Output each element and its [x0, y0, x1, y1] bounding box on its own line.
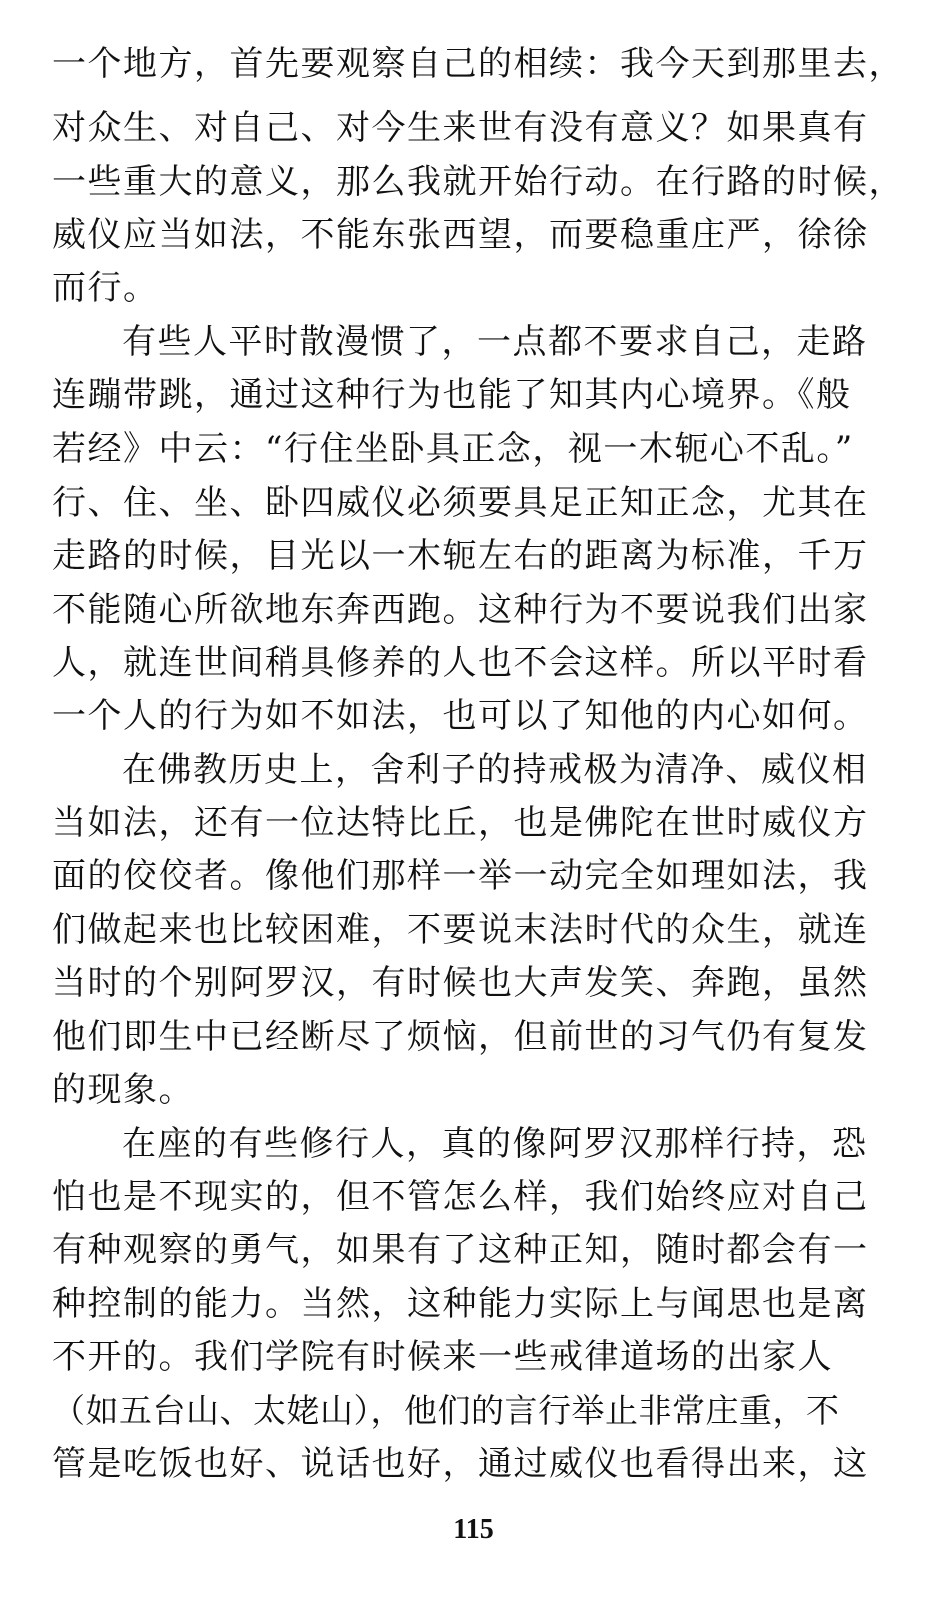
text-line-17: 们做起来也比较困难，不要说末法时代的众生，就连: [52, 910, 869, 950]
text-line-26: （如五台山、太姥山），他们的言行举止非常庄重，不: [52, 1391, 840, 1430]
text-line-18: 当时的个别阿罗汉，有时候也大声发笑、奔跑，虽然: [52, 963, 869, 1003]
text-line-11: 不能随心所欲地东奔西跑。这种行为不要说我们出家: [52, 590, 869, 630]
text-line-21: 在座的有些修行人，真的像阿罗汉那样行持，恐: [122, 1124, 868, 1164]
text-line-4: 威仪应当如法，不能东张西望，而要稳重庄严，徐徐: [52, 215, 869, 255]
text-line-8: 若经》中云：“行住坐卧具正念，视一木轭心不乱。”: [52, 429, 854, 469]
text-line-7: 连蹦带跳，通过这种行为也能了知其内心境界。《般: [52, 375, 852, 415]
text-line-20: 的现象。: [52, 1070, 194, 1110]
text-line-24: 种控制的能力。当然，这种能力实际上与闻思也是离: [52, 1284, 869, 1324]
text-line-22: 怕也是不现实的，但不管怎么样，我们始终应对自己: [52, 1177, 869, 1217]
text-line-27: 管是吃饭也好、说话也好，通过威仪也看得出来，这: [52, 1444, 869, 1484]
text-line-15: 当如法，还有一位达特比丘，也是佛陀在世时威仪方: [52, 803, 869, 843]
text-line-6: 有些人平时散漫惯了，一点都不要求自己，走路: [122, 322, 868, 362]
text-line-16: 面的佼佼者。像他们那样一举一动完全如理如法，我: [52, 856, 869, 896]
text-line-10: 走路的时候，目光以一木轭左右的距离为标准，千万: [52, 536, 869, 576]
text-line-9: 行、住、坐、卧四威仪必须要具足正知正念，尤其在: [52, 483, 869, 523]
text-line-13: 一个人的行为如不如法，也可以了知他的内心如何。: [52, 696, 869, 736]
text-line-14: 在佛教历史上，舍利子的持戒极为清净、威仪相: [122, 750, 868, 790]
text-line-12: 人，就连世间稍具修养的人也不会这样。所以平时看: [52, 643, 869, 683]
text-line-3: 一些重大的意义，那么我就开始行动。在行路的时候，: [52, 162, 904, 202]
text-line-2: 对众生、对自己、对今生来世有没有意义？如果真有: [52, 108, 869, 148]
text-line-5: 而行。: [52, 268, 159, 308]
text-line-1: 一个地方，首先要观察自己的相续：我今天到那里去，: [52, 44, 904, 84]
text-line-25: 不开的。我们学院有时候来一些戒律道场的出家人: [52, 1337, 833, 1377]
page-number: 115: [453, 1514, 494, 1545]
text-line-19: 他们即生中已经断尽了烦恼，但前世的习气仍有复发: [52, 1017, 869, 1057]
text-line-23: 有种观察的勇气，如果有了这种正知，随时都会有一: [52, 1230, 869, 1270]
